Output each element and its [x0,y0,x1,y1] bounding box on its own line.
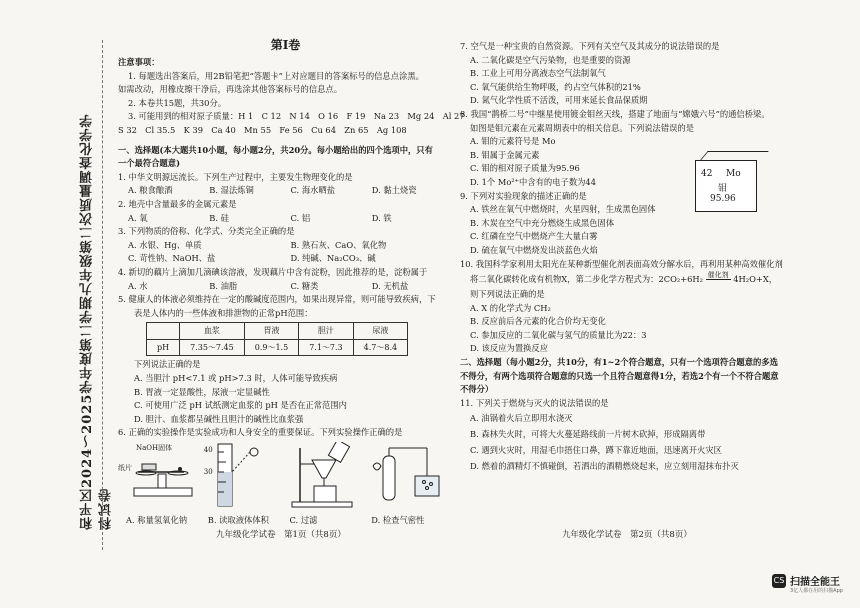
option: C. 糖类 [290,280,319,291]
option: A. 油锅着火后立即用水浇灭 [470,413,573,424]
airtight-drawing [369,442,449,512]
option: B. 木炭在空气中充分燃烧生成黑色固体 [470,217,615,228]
element-name: 钼 [718,184,728,194]
note-line: 1. 每题选出答案后，用2B铅笔把“答题卡”上对应题目的答案标号的信息点涂黑。 [128,70,424,81]
tick-label: 30 [203,468,213,477]
filtration-drawing [286,442,366,512]
option: B. 熟石灰、CaO、氧化物 [290,239,387,250]
naoh-label: NaOH固体 [136,444,173,453]
note-line: 如需改动，用橡皮擦干净后，再选涂其他答案标号的信息点。 [118,84,343,95]
table-cell: 血浆 [180,323,245,340]
option: C. 可使用广泛 pH 试纸测定血浆的 pH 是否在正常范围内 [134,400,347,411]
option: A. 当胆汁 pH<7.1 或 pH>7.3 时，人体可能导致疾病 [134,373,338,384]
equation-left: 将二氧化碳转化成有机物X，第二步化学方程式为：2CO₂+6H₂ [470,274,703,285]
note-line: S 32 Cl 35.5 K 39 Ca 40 Mn 55 Fe 56 Cu 64 Zn 65 Ag 108 [118,124,407,135]
option: A. 氧 [128,212,148,223]
table-cell: 7.1～7.3 [299,339,353,356]
question-5-cont: 表是人体内的一些体液和排泄物的正常pH范围： [134,307,313,318]
paper-label: 纸片 [118,464,132,473]
option: B. 读取液体体积 [207,515,269,526]
option: D. 1个 Mo²⁺中含有的电子数为44 [470,176,596,187]
option: D. 胆汁、血浆都呈碱性且胆汁的碱性比血浆强 [134,413,304,424]
page-1 [118,36,465,528]
section-2-heading: 二、选择题（每小题2分，共10分，有1~2个符合题意，只有一个选项符合题意的多选 [460,357,778,368]
option: A. 称量氢氧化钠 [126,515,188,526]
question-2-options [118,212,453,226]
option: D. 氮气化学性质不活泼，可用来延长食品保质期 [470,95,648,106]
question-10-stem: 则下列说法正确的是 [470,289,545,300]
option: A. 钼的元素符号是 Mo [470,136,556,147]
option: C. 海水晒盐 [290,185,336,196]
option: C. 苛性钠、NaOH、盐 [128,253,216,264]
question-4-options [118,280,453,294]
option: B. 湿法炼铜 [209,185,254,196]
option: A. X 的化学式为 CH₂ [470,302,551,313]
question-5: 5. 健康人的体液必须维持在一定的酸碱度范围内，如果出现异常，则可能导致疾病，下 [118,294,436,305]
option: B. 胃液一定显酸性，尿液一定显碱性 [134,386,270,397]
balance-drawing [118,442,198,512]
option: A. 二氧化碳是空气污染物，也是重要的资源 [470,54,631,65]
table-cell: 胃液 [244,323,298,340]
option: B. 硅 [209,212,229,223]
option: D. 该反应为置换反应 [470,343,549,354]
question-1: 1. 中华文明源远流长。下列生产过程中，主要发生物理变化的是 [118,171,353,182]
option: C. 遇到火灾时，用湿毛巾捂住口鼻，蹲下靠近地面，迅速离开火灾区 [470,445,722,456]
question-2: 2. 地壳中含量最多的金属元素是 [118,198,237,209]
question-4: 4. 新切的藕片上滴加几滴碘该溶液，发现藕片中含有淀粉，因此推荐的是，淀粉属于 [118,266,428,277]
option: B. 反应前后各元素的化合价均无变化 [470,316,606,327]
figure-cylinder [202,442,286,512]
ph-table [146,322,408,356]
catalyst-label: 催化剂 [707,271,729,280]
option: D. 检查气密性 [371,515,425,526]
question-6: 6. 正确的实验操作是实验成功和人身安全的重要保证。下列实验操作正确的是 [118,427,403,438]
equation-right: 4H₂O+X， [733,274,778,285]
option: B. 森林失火时，可将大火蔓延路线前一片树木砍掉，形成隔离带 [470,429,706,440]
section-2-heading-cont: 不得分，有两个选项符合题意的只选一个且符合题意得1分，若选2个有一个不符合题意 [460,370,779,381]
table-cell: 4.7～8.4 [353,339,407,356]
notes-title: 注意事项： [118,57,160,67]
atomic-number: 42 [701,169,713,179]
page-2 [460,40,805,474]
option: A. 水银、Hg、单质 [128,239,202,250]
option: B. 工业上可用分离液态空气法制氧气 [470,68,606,79]
question-5-stem: 下列说法正确的是 [134,359,201,370]
scanner-watermark [772,573,843,594]
atomic-mass: 95.96 [710,194,736,204]
table-cell: 0.9～1.5 [244,339,298,356]
figure-balance [118,442,202,512]
table-cell: 7.35～7.45 [180,339,245,356]
option: B. 钼属于金属元素 [470,149,540,160]
side-title: 和平区2024～2025学年度第二学期九年级第二次质量调查化学学科试卷 [80,113,114,530]
cylinder-drawing [202,442,282,512]
question-9: 9. 下列对实验现象的描述正确的是 [460,190,587,201]
equation-arrow [706,271,731,288]
section-1-heading-cont: 一个最符合题意) [118,158,181,169]
question-7: 7. 空气是一种宝贵的自然资源。下列有关空气及其成分的说法错误的是 [460,41,720,51]
note-line: 3. 可能用到的相对原子质量：H 1 C 12 N 14 O 16 F 19 Na 23 Mg 24 Al 27 [128,111,465,122]
question-6-options [118,514,453,528]
option: D. 黏土烧瓷 [371,185,417,196]
option: C. 参加反应的二氧化碳与氢气的质量比为22：3 [470,329,647,340]
question-11: 11. 下列关于燃烧与灭火的说法错误的是 [460,397,609,408]
option: D. 纯碱、Na₂CO₃、碱 [290,253,376,264]
section-2-heading-cont: 不得分） [460,384,494,395]
page-1-footer: 九年级化学试卷 第1页（共8页） [216,530,346,540]
note-line: 2. 本卷共15题，共30分。 [128,97,227,108]
option: A. 水 [128,280,148,291]
section-1-heading: 一、选择题(本大题共10小题，每小题2分，共20分。每小题给出的四个选项中，只有 [118,144,433,155]
scanner-logo-icon: CS [772,574,786,588]
figure-airtight [369,442,453,512]
volume-title: 第Ⅰ卷 [270,38,301,52]
table-cell: 尿液 [353,323,407,340]
table-row [147,339,408,356]
question-10-equation [460,271,805,288]
option: D. 铁 [371,212,392,223]
option: A. 铁丝在氧气中燃烧时，火星四射，生成黑色固体 [470,204,656,215]
tick-label: 40 [203,446,213,455]
question-3-options [118,239,453,253]
question-3-options [118,252,453,266]
scanner-name: 扫描全能王 [790,577,840,588]
table-cell: pH [147,339,180,356]
page-2-footer: 九年级化学试卷 第2页（共8页） [562,530,692,540]
option: D. 燃着的酒精灯不慎碰倒，若洒出的酒精燃烧起来，应立刻用湿抹布扑灭 [470,461,739,472]
question-8-cont: 如图是钼元素在元素周期表中的相关信息。下列说法错误的是 [470,122,695,133]
element-symbol: Mo [726,169,741,179]
question-3: 3. 下列物质的俗称、化学式、分类完全正确的是 [118,226,295,237]
binding-line [102,40,103,550]
option: C. 过滤 [289,515,318,526]
option: B. 油脂 [209,280,238,291]
question-10: 10. 我国科学家利用太阳光在某种新型催化剂表面高效分解水后，再利用某种高效催化剂 [460,258,783,269]
table-row [147,323,408,340]
question-8: 8. 我国“鹊桥二号”中继星使用镀金钼丝天线，搭建了地面与“嫦娥六号”的通信桥梁。 [460,108,770,119]
table-cell [147,323,180,340]
option: A. 粮食酿酒 [128,185,173,196]
figure-filtration [286,442,370,512]
table-cell: 胆汁 [299,323,353,340]
option: D. 无机盐 [371,280,409,291]
scanner-tagline: 3亿人都在用的扫描App [790,588,843,594]
option: C. 氧气能供给生物呼吸，约占空气体积的21% [470,81,641,92]
option: C. 钼的相对原子质量为95.96 [470,163,580,174]
option: C. 红磷在空气中燃烧产生大量白雾 [470,231,598,242]
question-6-figures [118,442,453,512]
option: C. 铝 [290,212,311,223]
question-1-options [118,184,453,198]
option: D. 硫在氧气中燃烧发出淡蓝色火焰 [470,244,598,255]
periodic-table-cell [695,160,757,212]
